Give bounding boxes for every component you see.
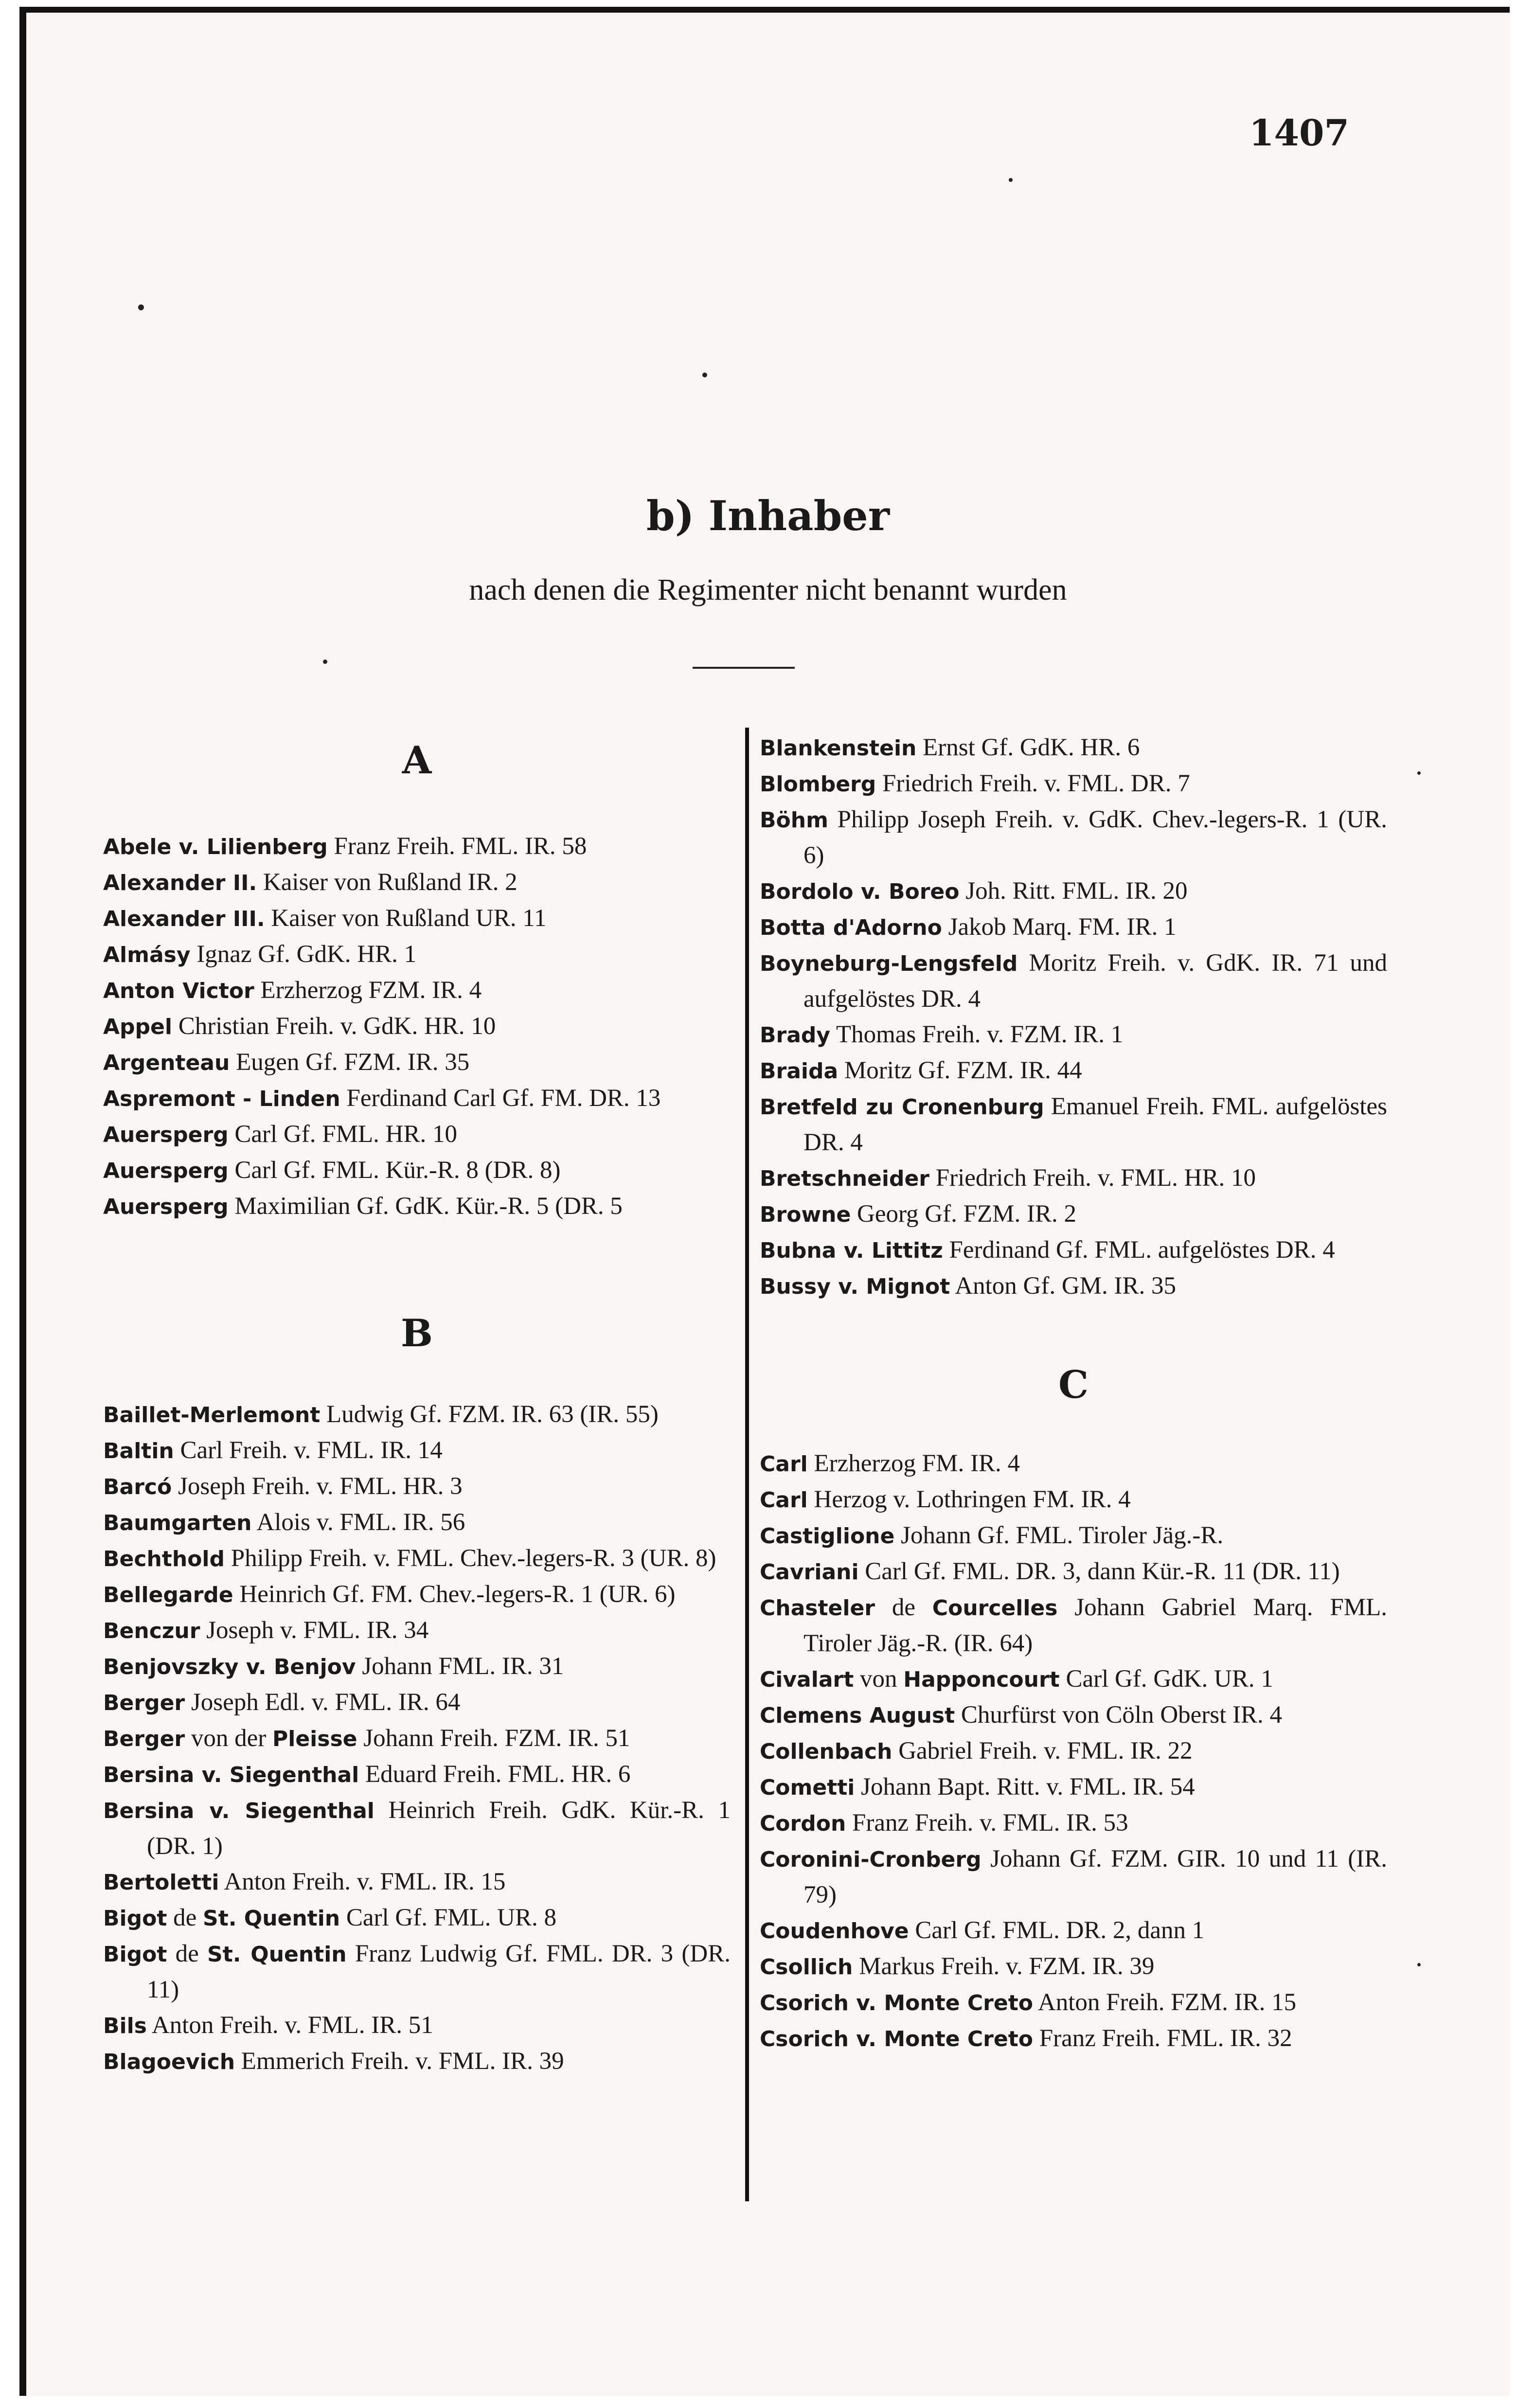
entry-name: Cordon [760,1811,846,1836]
index-entry [760,1232,1387,1268]
section-subheading: nach denen die Regimenter nicht benannt wurden [469,573,1067,606]
entry-name: Böhm [760,808,828,833]
index-entry [760,1733,1387,1769]
index-entry [760,1697,1387,1733]
entries-b [103,1397,731,2080]
entry-name: Carl [760,1488,808,1513]
index-entry [760,766,1387,802]
entries-a [103,829,731,1225]
entry-details: Erzherzog FM. IR. 4 [807,1450,1020,1477]
entry-name-part: Pleisse [272,1727,357,1751]
scan-speck [138,304,144,310]
entry-name: Csollich [760,1955,853,1980]
scan-speck [323,660,327,664]
entry-name: Bellegarde [103,1583,233,1607]
entry-name: Bils [103,2014,147,2038]
entry-name: Cavriani [760,1560,859,1585]
entry-details: Philipp Freih. v. FML. Chev.-legers-R. 3 (UR. 8) [224,1545,716,1572]
column-divider [745,728,749,2201]
entry-details: Heinrich Freih. GdK. Kür.-R. 1 (DR. 1) [147,1797,731,1860]
letter-heading-a: A [402,738,432,783]
index-entry [103,1721,731,1757]
entry-details-part: Johann Gabriel Marq. FML. Tiroler Jäg.-R. (IR. 64) [803,1594,1387,1657]
index-entry [103,1541,731,1577]
entry-details: Anton Freih. v. FML. IR. 51 [146,2012,433,2039]
entry-details: Anton Freih. FZM. IR. 15 [1033,1989,1297,2016]
index-entry [103,1864,731,1900]
entry-name: Boyneburg-Lengsfeld [760,951,1018,976]
entry-name: Bubna v. Littitz [760,1238,943,1263]
scan-speck [1417,771,1421,775]
index-entry [760,1841,1387,1913]
entry-details: Jakob Marq. FM. IR. 1 [942,913,1177,941]
entry-details: Moritz Freih. v. GdK. IR. 71 und aufgelöstes DR. 4 [803,949,1387,1013]
page-number: 1407 [1249,112,1349,154]
entry-details: Franz Freih. FML. IR. 32 [1033,2025,1292,2052]
entry-name-part: St. Quentin [207,1942,347,1967]
scan-speck [702,373,707,377]
index-entry [760,1482,1387,1518]
index-entry [103,937,731,973]
entry-details: de [167,1940,208,1967]
entry-name: Bigot [103,1942,167,1967]
entry-details: de [167,1904,203,1931]
entry-name: Baumgarten [103,1511,252,1535]
entry-details: Carl Gf. FML. DR. 2, dann 1 [909,1917,1205,1944]
index-entry [760,1554,1387,1590]
index-entry [103,2008,731,2044]
entry-details: Kaiser von Rußland IR. 2 [257,869,518,896]
section-heading: b) Inhaber [646,492,890,540]
letter-heading-c: C [1058,1363,1089,1407]
entry-name: Csorich v. Monte Creto [760,1991,1033,2016]
index-entry [760,1518,1387,1554]
entry-name: Auersperg [103,1195,229,1219]
entry-name: Cometti [760,1775,855,1800]
entry-name: Bersina v. Siegenthal [103,1763,359,1787]
entry-details: Carl Gf. FML. HR. 10 [228,1121,457,1148]
index-entry [103,973,731,1009]
entry-details: Markus Freih. v. FZM. IR. 39 [853,1953,1155,1980]
index-entry [760,2021,1387,2057]
entry-name: Bussy v. Mignot [760,1274,950,1299]
entry-name: Bretschneider [760,1166,929,1191]
entry-name: Browne [760,1202,851,1227]
entry-details: Herzog v. Lothringen FM. IR. 4 [807,1486,1131,1513]
entry-name: Blagoevich [103,2050,235,2074]
entry-name: Baillet-Merlemont [103,1403,321,1427]
entry-details: Churfürst von Cöln Oberst IR. 4 [955,1701,1283,1729]
entry-name: Alexander III. [103,907,265,931]
index-entry [760,1769,1387,1805]
entry-details: Johann Gf. FML. Tiroler Jäg.-R. [894,1522,1224,1549]
entry-name: Abele v. Lilienberg [103,835,328,859]
index-entry [760,1160,1387,1196]
entry-name: Bechthold [103,1547,225,1571]
entry-name: Bigot [103,1906,167,1931]
index-entry [760,910,1387,945]
index-entry [760,1590,1387,1661]
index-entry [103,1900,731,1936]
entry-name: Blomberg [760,772,876,797]
entry-name: Collenbach [760,1739,892,1764]
index-entry [760,730,1387,766]
entry-details: Erzherzog FZM. IR. 4 [254,977,482,1004]
entry-details-part: Carl Gf. GdK. UR. 1 [1059,1665,1273,1693]
entry-details: Eugen Gf. FZM. IR. 35 [230,1049,470,1076]
entry-details: Carl Gf. FML. Kür.-R. 8 (DR. 8) [228,1157,561,1184]
entry-name: Barcó [103,1475,172,1499]
entry-name: Baltin [103,1439,174,1463]
entry-details-part: Franz Ludwig Gf. FML. DR. 3 (DR. 11) [147,1940,731,2003]
letter-heading-b: B [401,1311,433,1356]
index-entry [103,1757,731,1793]
entries-c [760,1446,1387,2057]
entry-details: Thomas Freih. v. FZM. IR. 1 [830,1021,1124,1048]
index-entry [103,1577,731,1613]
index-entry [103,1613,731,1649]
index-entry [760,874,1387,910]
index-entry [760,1053,1387,1089]
scan-speck [1417,1963,1421,1966]
index-entry [103,1685,731,1721]
index-entry [103,1936,731,2008]
entry-name-part: Courcelles [932,1596,1058,1621]
index-entry [760,1661,1387,1697]
entry-name: Coudenhove [760,1919,909,1944]
entry-details: Joseph Edl. v. FML. IR. 64 [185,1689,461,1716]
index-entry [103,1009,731,1045]
entry-name: Civalart [760,1667,854,1692]
entry-name: Braida [760,1059,839,1084]
index-entry [760,1913,1387,1949]
entry-details: Eduard Freih. FML. HR. 6 [359,1761,631,1788]
entry-name: Berger [103,1691,185,1715]
entry-details: Alois v. FML. IR. 56 [251,1509,465,1536]
entries-b-continued [760,730,1387,1304]
entry-details: Emanuel Freih. FML. aufgelöstes DR. 4 [803,1093,1387,1156]
index-entry [760,802,1387,874]
index-entry [760,1017,1387,1053]
entry-name: Auersperg [103,1159,229,1183]
entry-details: Anton Gf. GM. IR. 35 [950,1272,1177,1300]
index-entry [103,1433,731,1469]
entry-name: Coronini-Cronberg [760,1847,982,1872]
entry-name: Appel [103,1015,172,1039]
entry-name: Clemens August [760,1703,955,1728]
index-entry [103,1397,731,1433]
heading-rule [693,667,795,669]
entry-name-part: Happoncourt [903,1667,1060,1692]
entry-name: Bertoletti [103,1870,219,1895]
entry-name: Bersina v. Siegenthal [103,1799,375,1823]
entry-name: Aspremont - Linden [103,1087,340,1111]
index-entry [103,2044,731,2080]
index-entry [760,1089,1387,1160]
entry-details: von [854,1665,904,1693]
entry-details: Joseph Freih. v. FML. HR. 3 [172,1473,463,1500]
entry-name: Castiglione [760,1524,895,1549]
index-entry [103,1189,731,1225]
index-entry [103,901,731,937]
entry-name: Bretfeld zu Cronenburg [760,1095,1044,1120]
entry-name: Anton Victor [103,979,254,1003]
entry-name: Chasteler [760,1596,875,1621]
entry-details: Anton Freih. v. FML. IR. 15 [219,1868,506,1895]
entry-details: Ferdinand Gf. FML. aufgelöstes DR. 4 [943,1236,1335,1264]
index-entry [760,1985,1387,2021]
index-entry [103,1793,731,1864]
entry-name: Alexander II. [103,871,257,895]
entry-name: Benczur [103,1619,200,1643]
entry-name: Botta d'Adorno [760,915,942,940]
index-entry [103,1081,731,1117]
entry-name: Blankenstein [760,736,917,761]
entry-details: Georg Gf. FZM. IR. 2 [851,1200,1076,1228]
entry-name: Bordolo v. Boreo [760,879,960,904]
entry-details: Joh. Ritt. FML. IR. 20 [959,877,1188,905]
entry-details: Carl Gf. FML. DR. 3, dann Kür.-R. 11 (DR. 11) [858,1558,1340,1585]
entry-details: de [875,1594,932,1621]
right-column [760,730,1387,2057]
entry-details: Heinrich Gf. FM. Chev.-legers-R. 1 (UR. 6) [233,1581,676,1608]
entry-name: Argenteau [103,1051,230,1075]
index-entry [760,1949,1387,1985]
entry-details: Ernst Gf. GdK. HR. 6 [916,734,1140,761]
entry-details: Carl Freih. v. FML. IR. 14 [174,1437,443,1464]
entry-name: Benjovszky v. Benjov [103,1655,356,1679]
entry-name: Carl [760,1452,808,1477]
entry-details: Gabriel Freih. v. FML. IR. 22 [892,1737,1193,1765]
entry-details: Friedrich Freih. v. FML. DR. 7 [876,770,1190,797]
document-page [19,7,1510,2396]
entry-details: Franz Freih. FML. IR. 58 [327,833,587,860]
entry-details-part: Johann Freih. FZM. IR. 51 [357,1725,630,1752]
index-entry [760,1196,1387,1232]
index-entry [103,1649,731,1685]
index-entry [103,1045,731,1081]
entry-details: Johann FML. IR. 31 [356,1653,564,1680]
scan-speck [1009,178,1013,182]
index-entry [760,1805,1387,1841]
entry-details: Franz Freih. v. FML. IR. 53 [846,1809,1128,1837]
entry-details: Philipp Joseph Freih. v. GdK. Chev.-legers-R. 1 (UR. 6) [803,806,1387,869]
entry-name: Csorich v. Monte Creto [760,2027,1033,2051]
entry-details: Johann Bapt. Ritt. v. FML. IR. 54 [855,1773,1195,1801]
entry-name: Berger [103,1727,185,1751]
index-entry [760,1268,1387,1304]
index-entry [103,829,731,865]
entry-name: Auersperg [103,1123,229,1147]
entry-details: Johann Gf. FZM. GIR. 10 und 11 (IR. 79) [803,1845,1387,1909]
entry-details-part: Carl Gf. FML. UR. 8 [340,1904,556,1931]
entry-details: Maximilian Gf. GdK. Kür.-R. 5 (DR. 5 [228,1193,623,1220]
index-entry [103,865,731,901]
index-entry [103,1505,731,1541]
entry-details: Ignaz Gf. GdK. HR. 1 [190,941,417,968]
entry-details: Ferdinand Carl Gf. FM. DR. 13 [340,1085,661,1112]
entry-name: Almásy [103,943,191,967]
left-column [103,728,731,2080]
index-entry [103,1153,731,1189]
entry-details: Emmerich Freih. v. FML. IR. 39 [235,2048,564,2075]
entry-details: Kaiser von Rußland UR. 11 [265,905,547,932]
entry-details: Joseph v. FML. IR. 34 [200,1617,429,1644]
entry-name-part: St. Quentin [203,1906,340,1931]
index-entry [103,1117,731,1153]
index-entry [760,1446,1387,1482]
entry-details: Ludwig Gf. FZM. IR. 63 (IR. 55) [320,1401,659,1428]
index-entry [103,1469,731,1505]
entry-details: Friedrich Freih. v. FML. HR. 10 [929,1164,1256,1192]
entry-name: Brady [760,1023,831,1048]
index-entry [760,945,1387,1017]
entry-details: Christian Freih. v. GdK. HR. 10 [172,1013,496,1040]
entry-details: von der [185,1725,272,1752]
entry-details: Moritz Gf. FZM. IR. 44 [838,1057,1082,1084]
